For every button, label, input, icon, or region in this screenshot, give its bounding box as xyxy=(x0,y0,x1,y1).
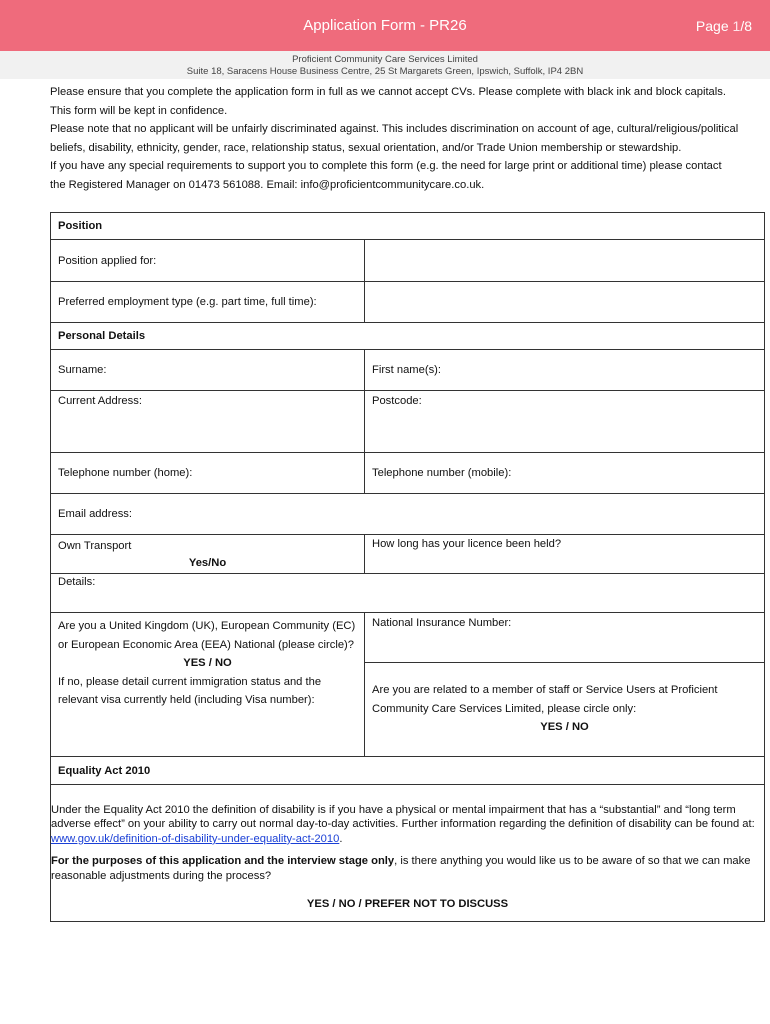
tel-home-label: Telephone number (home): xyxy=(58,467,193,479)
adjustments-question-rest: , is there anything you would like us to be aware of so that we can make reasonable adjustments during the process? xyxy=(51,855,751,882)
tel-mobile-label: Telephone number (mobile): xyxy=(372,467,512,479)
nationality-cell xyxy=(51,613,365,757)
adjustments-choice[interactable]: YES / NO / PREFER NOT TO DISCUSS xyxy=(306,898,509,911)
first-names-label: First name(s): xyxy=(372,364,441,376)
email-label: Email address: xyxy=(58,508,132,520)
equality-definition xyxy=(51,803,764,846)
disability-definition-link[interactable]: www.gov.uk/definition-of-disability-under-equality-act-2010 xyxy=(51,832,340,845)
application-form-table xyxy=(50,212,765,922)
page-label: Page xyxy=(695,18,733,34)
intro-paragraph-1: Please ensure that you complete the application form in full as we cannot accept CVs. Please complete with black ink and block capitals. This form will be kept in confidence. xyxy=(50,86,726,117)
licence-field[interactable] xyxy=(365,535,765,574)
equality-heading: Equality Act 2010 xyxy=(51,757,765,785)
organisation-banner xyxy=(0,51,770,79)
first-names-field[interactable] xyxy=(365,350,765,391)
position-heading: Position xyxy=(51,213,765,240)
header-bar xyxy=(0,0,770,51)
position-applied-field[interactable] xyxy=(365,240,765,282)
address-field[interactable] xyxy=(51,391,365,453)
immigration-question: If no, please detail current immigration status and the relevant visa currently held (including Visa number): xyxy=(58,675,322,706)
adjustments-question-bold: For the purposes of this application and the interview stage only xyxy=(51,855,395,868)
ni-number-field[interactable] xyxy=(365,613,765,663)
page-indicator xyxy=(696,18,752,34)
address-label: Current Address: xyxy=(58,395,142,407)
tel-home-field[interactable] xyxy=(51,453,365,494)
adjustments-question xyxy=(51,854,764,883)
surname-field[interactable] xyxy=(51,350,365,391)
ni-number-label: National Insurance Number: xyxy=(372,617,512,629)
related-choice[interactable]: YES / NO xyxy=(540,721,589,733)
details-label: Details: xyxy=(58,576,96,588)
employment-type-field[interactable] xyxy=(365,282,765,323)
tel-mobile-field[interactable] xyxy=(365,453,765,494)
position-applied-label: Position applied for: xyxy=(51,240,365,282)
postcode-field[interactable] xyxy=(365,391,765,453)
own-transport-label: Own Transport xyxy=(58,540,132,552)
related-cell xyxy=(365,663,765,757)
details-field[interactable] xyxy=(51,574,765,613)
licence-label: How long has your licence been held? xyxy=(372,538,562,550)
page-total: /8 xyxy=(740,18,752,34)
intro-text xyxy=(50,83,740,195)
equality-body xyxy=(51,785,765,922)
intro-paragraph-3: If you have any special requirements to support you to complete this form (e.g. the need for large print or additional time) please contact the Registered Manager on 01473 561088. Email: info@proficientcommunitycare.co.uk. xyxy=(50,160,722,191)
organisation-address: Suite 18, Saracens House Business Centre, 25 St Margarets Green, Ipswich, Suffolk, IP4 2BN xyxy=(186,66,584,77)
intro-paragraph-2: Please note that no applicant will be unfairly discriminated against. This includes discrimination on account of age, cultural/religious/political beliefs, disability, ethnicity, gender, race, relationship status, sexual orientation, and/or Trade Union membership or stewardship. xyxy=(50,123,739,154)
equality-definition-end: . xyxy=(339,832,343,845)
postcode-label: Postcode: xyxy=(372,395,422,407)
organisation-name: Proficient Community Care Services Limited xyxy=(292,54,478,65)
personal-details-heading: Personal Details xyxy=(51,323,765,350)
email-field[interactable] xyxy=(51,494,765,535)
related-question: Are you are related to a member of staff or Service Users at Proficient Community Care Services Limited, please circle only: xyxy=(372,684,718,715)
employment-type-label: Preferred employment type (e.g. part time, full time): xyxy=(51,282,365,323)
form-title: Application Form - PR26 xyxy=(303,17,467,34)
page-current: 1 xyxy=(732,18,741,34)
surname-label: Surname: xyxy=(58,364,107,376)
nationality-choice[interactable]: YES / NO xyxy=(183,657,232,669)
own-transport-cell xyxy=(51,535,365,574)
equality-definition-text: Under the Equality Act 2010 the definition of disability is if you have a physical or mental impairment that has a “substantial” and “long term adverse effect” on your ability to carry out normal day-to-day activities. Further information regarding the definition of disability can be found at: xyxy=(51,804,755,831)
own-transport-choice[interactable]: Yes/No xyxy=(188,557,227,569)
nationality-question: Are you a United Kingdom (UK), European Community (EC) or European Economic Area (EEA) National (please circle)? xyxy=(58,620,356,651)
